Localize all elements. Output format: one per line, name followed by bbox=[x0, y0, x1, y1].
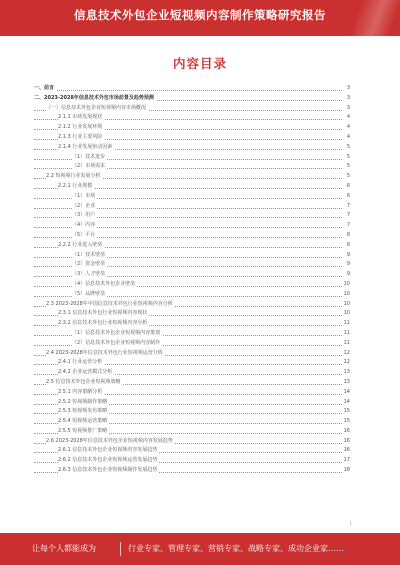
toc-entry-label: （2）企业 bbox=[72, 202, 97, 212]
toc-entry-page: 18 bbox=[342, 466, 350, 476]
toc-entry-page: 14 bbox=[342, 398, 350, 408]
toc-entry[interactable] bbox=[34, 417, 350, 427]
toc-entry[interactable] bbox=[34, 84, 350, 94]
toc-entry-page: 3 bbox=[345, 94, 350, 104]
toc-entry-label: 2.5 信息技术外包企业短视频策略 bbox=[46, 378, 123, 388]
toc-entry-label: 2.6.1 信息技术外包企业短视频内容发展趋势 bbox=[58, 446, 159, 456]
toc-entry-page: 7 bbox=[345, 211, 350, 221]
toc-entry-label: （4）信息技术外包企业壁垒 bbox=[72, 280, 137, 290]
toc-entry-page: 4 bbox=[345, 123, 350, 133]
toc-entry[interactable] bbox=[34, 123, 350, 133]
toc-entry-page: 8 bbox=[345, 231, 350, 241]
toc-entry[interactable] bbox=[34, 270, 350, 280]
toc-entry-label: 2.4.2 企业运营模式分析 bbox=[58, 368, 114, 378]
toc-entry[interactable] bbox=[34, 192, 350, 202]
toc-entry-page: 11 bbox=[342, 319, 350, 329]
toc-entry-page: 15 bbox=[342, 407, 350, 417]
toc-entry-page: 12 bbox=[342, 349, 350, 359]
toc-entry-page: 16 bbox=[342, 446, 350, 456]
toc-entry-page: 5 bbox=[345, 162, 350, 172]
toc-entry[interactable] bbox=[34, 231, 350, 241]
toc-entry[interactable] bbox=[34, 349, 350, 359]
toc-entry-label: 2.2 短视频行业发展分析 bbox=[46, 172, 103, 182]
toc-entry-label: （2）资金壁垒 bbox=[72, 260, 107, 270]
page-number: 1 bbox=[349, 521, 352, 526]
footer-tagline: 行业专家、管理专家、营销专家、战略专家、成功企业家…… bbox=[128, 544, 344, 553]
toc-entry-label: 2.1.2 行业发展环境 bbox=[58, 123, 104, 133]
toc-entry-label: 2.5.4 短视频运营策略 bbox=[58, 417, 109, 427]
toc-entry-label: （1）技术壁垒 bbox=[72, 251, 107, 261]
toc-entry[interactable] bbox=[34, 260, 350, 270]
toc-entry-page: 6 bbox=[345, 192, 350, 202]
toc-entry[interactable] bbox=[34, 251, 350, 261]
toc-entry-label: 2.6 2023-2028年信息技术外包企业短视频内容发展趋势 bbox=[46, 437, 175, 447]
toc-entry-page: 17 bbox=[342, 456, 350, 466]
footer-bar bbox=[0, 533, 400, 565]
toc-entry[interactable] bbox=[34, 300, 350, 310]
toc-entry-label: 2.4 2023-2028年信息技术外包行业短视频运营分析 bbox=[46, 349, 165, 359]
toc-entry[interactable] bbox=[34, 241, 350, 251]
toc-entry-page: 5 bbox=[345, 143, 350, 153]
toc-entry[interactable] bbox=[34, 358, 350, 368]
toc-heading: 内容目录 bbox=[172, 56, 227, 71]
toc-entry-label: 2.5.5 短视频推广策略 bbox=[58, 427, 109, 437]
toc-entry-page: 10 bbox=[342, 290, 350, 300]
toc-entry-page: 6 bbox=[345, 182, 350, 192]
toc-entry[interactable] bbox=[34, 378, 350, 388]
toc-entry-label: （2）市场需求 bbox=[72, 162, 107, 172]
toc-entry-label: 2.2.2 行业进入壁垒 bbox=[58, 241, 104, 251]
toc-entry-label: （1）技术进步 bbox=[72, 153, 107, 163]
toc-entry-page: 4 bbox=[345, 133, 350, 143]
header-decoration bbox=[340, 0, 400, 36]
toc-entry-page: 10 bbox=[342, 300, 350, 310]
toc-entry-label: 2.5.3 短视频发布策略 bbox=[58, 407, 109, 417]
toc-entry[interactable] bbox=[34, 143, 350, 153]
header-bar bbox=[0, 0, 400, 36]
toc-entry[interactable] bbox=[34, 388, 350, 398]
toc-entry-label: 2.3 2023-2028年中国信息技术外包行业短视频内容分析 bbox=[46, 300, 175, 310]
toc-entry[interactable] bbox=[34, 427, 350, 437]
toc-entry-label: 2.1.3 行业主要风险 bbox=[58, 133, 104, 143]
toc-entry[interactable] bbox=[34, 133, 350, 143]
toc-entry-label: （3）用户 bbox=[72, 211, 97, 221]
toc-entry-page: 16 bbox=[342, 437, 350, 447]
toc-entry-label: （1）市场 bbox=[72, 192, 97, 202]
toc-entry-page: 15 bbox=[342, 417, 350, 427]
toc-entry[interactable] bbox=[34, 398, 350, 408]
toc-entry-page: 10 bbox=[342, 280, 350, 290]
toc-entry-page: 3 bbox=[345, 84, 350, 94]
report-title: 信息技术外包企业短视频内容制作策略研究报告 bbox=[74, 8, 326, 22]
toc-entry[interactable] bbox=[34, 211, 350, 221]
toc-entry-page: 9 bbox=[345, 270, 350, 280]
toc-entry-label: 2.3.2 信息技术外包行业短视频内容分析 bbox=[58, 319, 149, 329]
toc-entry-label: 2.1.4 行业发展驱动因素 bbox=[58, 143, 114, 153]
footer-slogan: 让每个人都能成为 bbox=[32, 544, 96, 553]
toc-entry-page: 8 bbox=[345, 241, 350, 251]
toc-entry-label: 二、2023-2028年信息技术外包市场前景及趋势预测 bbox=[34, 94, 156, 104]
toc-entry-page: 10 bbox=[342, 309, 350, 319]
toc-entry[interactable] bbox=[34, 280, 350, 290]
toc-entry-label: 2.1.1 市场发展现状 bbox=[58, 113, 104, 123]
toc-entry-label: 2.5.2 短视频制作策略 bbox=[58, 398, 109, 408]
toc-entry-label: 2.3.1 信息技术外包行业短视频内容现状 bbox=[58, 309, 149, 319]
toc-entry[interactable] bbox=[34, 319, 350, 329]
toc-entry[interactable] bbox=[34, 94, 350, 104]
toc-entry-label: 2.6.2 信息技术外包企业短视频运营发展趋势 bbox=[58, 456, 159, 466]
toc-entry-page: 5 bbox=[345, 153, 350, 163]
toc-entry[interactable] bbox=[34, 437, 350, 447]
toc-entry[interactable] bbox=[34, 309, 350, 319]
toc-entry-label: （2）信息技术外包企业短视频内容制作 bbox=[72, 339, 162, 349]
toc-entry[interactable] bbox=[34, 153, 350, 163]
footer-divider bbox=[120, 542, 121, 556]
toc-entry-label: （4）内容 bbox=[72, 221, 97, 231]
toc-entry-label: （一）信息技术外包企业短视频内容市场概况 bbox=[46, 104, 148, 114]
toc-entry-page: 11 bbox=[342, 339, 350, 349]
toc-entry-page: 14 bbox=[342, 388, 350, 398]
toc-entry-label: （1）信息技术外包企业短视频内容策划 bbox=[72, 329, 162, 339]
toc-entry-page: 13 bbox=[342, 378, 350, 388]
table-of-contents bbox=[34, 84, 350, 476]
toc-entry-page: 5 bbox=[345, 172, 350, 182]
toc-entry[interactable] bbox=[34, 162, 350, 172]
toc-entry[interactable] bbox=[34, 113, 350, 123]
toc-entry-page: 12 bbox=[342, 358, 350, 368]
toc-entry-label: （3）人才壁垒 bbox=[72, 270, 107, 280]
toc-entry[interactable] bbox=[34, 407, 350, 417]
toc-entry-page: 16 bbox=[342, 427, 350, 437]
toc-entry[interactable] bbox=[34, 456, 350, 466]
toc-entry-label: 2.4.1 行业运营分析 bbox=[58, 358, 104, 368]
toc-entry-label: 2.5.1 内容策略分析 bbox=[58, 388, 104, 398]
toc-entry-page: 4 bbox=[345, 113, 350, 123]
toc-entry[interactable] bbox=[34, 446, 350, 456]
toc-entry[interactable] bbox=[34, 329, 350, 339]
toc-entry[interactable] bbox=[34, 466, 350, 476]
toc-entry[interactable] bbox=[34, 104, 350, 114]
toc-entry[interactable] bbox=[34, 172, 350, 182]
toc-entry-label: 2.6.3 信息技术外包企业短视频制作发展趋势 bbox=[58, 466, 159, 476]
toc-leader-dots bbox=[34, 90, 342, 91]
toc-entry-page: 3 bbox=[345, 104, 350, 114]
toc-entry[interactable] bbox=[34, 339, 350, 349]
toc-entry[interactable] bbox=[34, 368, 350, 378]
toc-entry-page: 9 bbox=[345, 251, 350, 261]
toc-entry[interactable] bbox=[34, 182, 350, 192]
toc-entry-page: 9 bbox=[345, 260, 350, 270]
toc-entry-label: （5）平台 bbox=[72, 231, 97, 241]
toc-entry-page: 7 bbox=[345, 221, 350, 231]
toc-entry-label: （5）品牌壁垒 bbox=[72, 290, 107, 300]
toc-entry-page: 11 bbox=[342, 329, 350, 339]
toc-entry-page: 7 bbox=[345, 202, 350, 212]
toc-entry-label: 一、前言 bbox=[34, 84, 56, 94]
toc-entry-label: 2.2.1 行业规模 bbox=[58, 182, 94, 192]
toc-entry[interactable] bbox=[34, 202, 350, 212]
toc-entry[interactable] bbox=[34, 221, 350, 231]
toc-entry-page: 13 bbox=[342, 368, 350, 378]
toc-entry[interactable] bbox=[34, 290, 350, 300]
